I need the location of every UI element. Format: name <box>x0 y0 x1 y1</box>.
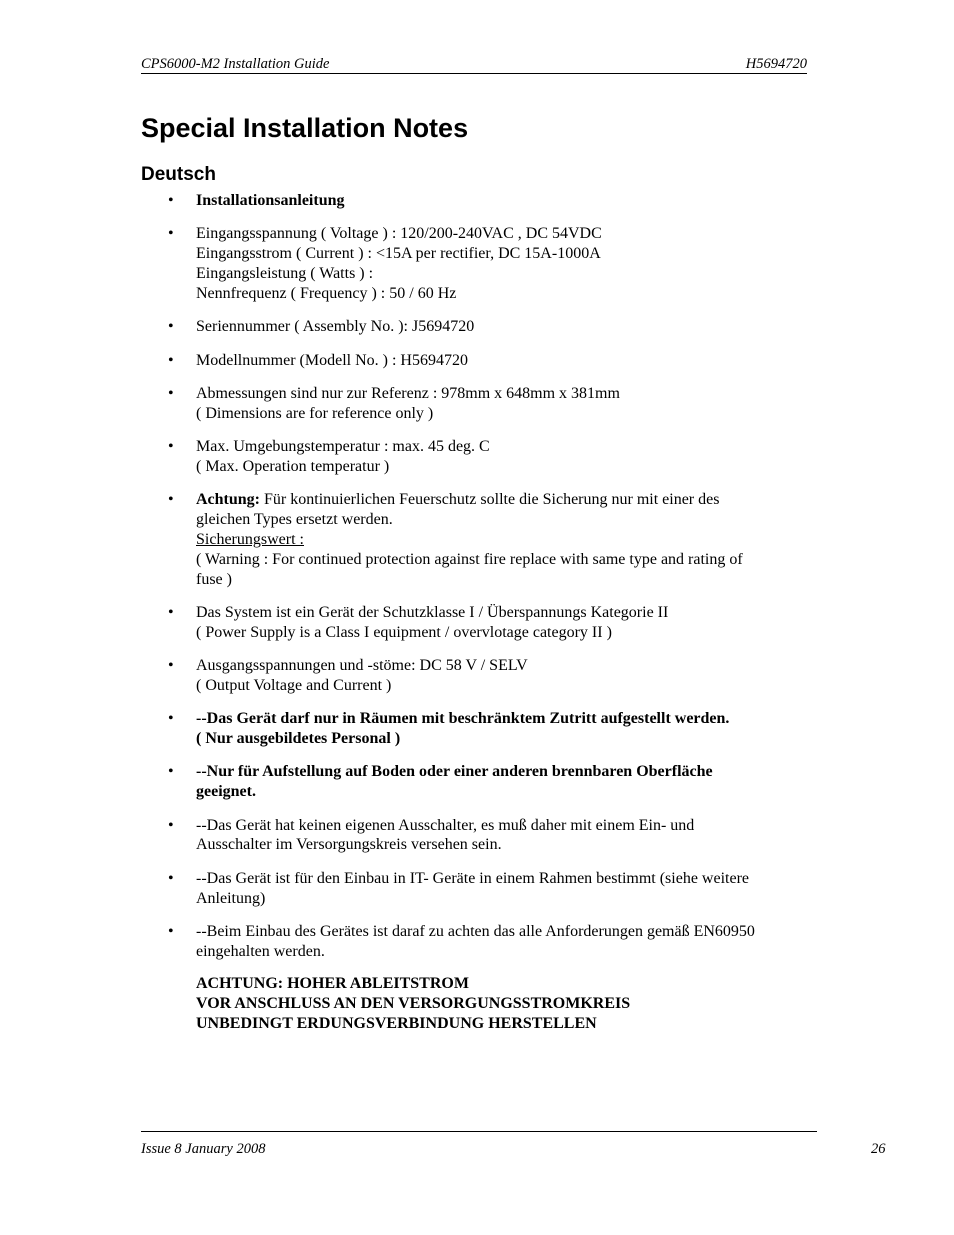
item-text: Anleitung) <box>196 889 266 907</box>
list-item <box>0 384 796 424</box>
notes-list <box>0 191 954 975</box>
list-item <box>0 317 796 337</box>
list-item <box>0 191 796 211</box>
bullet-icon: • <box>168 318 174 336</box>
header-document-title: CPS6000-M2 Installation Guide <box>141 56 330 72</box>
bullet-icon: • <box>168 869 174 887</box>
bullet-icon: • <box>168 351 174 369</box>
page-footer <box>141 1131 886 1158</box>
item-text: ( Max. Operation temperatur ) <box>196 457 390 475</box>
item-text <box>196 490 796 510</box>
item-text: Ausschalter im Versorgungskreis versehen sein. <box>196 836 502 854</box>
item-text: Eingangsspannung ( Voltage ) : 120/200-240VAC , DC 54VDC <box>196 225 602 243</box>
achtung-label: Achtung: <box>196 491 261 509</box>
warning-line: UNBEDINGT ERDUNGSVERBINDUNG HERSTELLEN <box>196 1015 597 1032</box>
item-text: --Beim Einbau des Gerätes ist daraf zu achten das alle Anforderungen gemäß EN60950 <box>196 923 755 941</box>
item-text: Max. Umgebungstemperatur : max. 45 deg. C <box>196 438 490 456</box>
bullet-icon: • <box>168 923 174 941</box>
section-heading: Deutsch <box>141 164 216 185</box>
item-text: Nennfrequenz ( Frequency ) : 50 / 60 Hz <box>196 284 457 302</box>
item-text: --Das Gerät darf nur in Räumen mit beschränktem Zutritt aufgestellt werden. <box>196 710 730 728</box>
bullet-icon: • <box>168 438 174 456</box>
list-item <box>0 709 796 749</box>
bullet-icon: • <box>168 192 174 209</box>
item-text: eingehalten werden. <box>196 942 325 960</box>
bullet-icon: • <box>168 816 174 834</box>
bullet-icon: • <box>168 763 174 781</box>
item-text: geeignet. <box>196 783 256 801</box>
item-text: --Das Gerät hat keinen eigenen Ausschalter, es muß daher mit einem Ein- und <box>196 816 695 834</box>
leakage-current-warning <box>196 974 630 1034</box>
item-text: Das System ist ein Gerät der Schutzklasse I / Überspannungs Kategorie II <box>196 603 669 621</box>
item-text: ( Output Voltage and Current ) <box>196 676 392 694</box>
list-item <box>0 816 796 856</box>
bullet-icon: • <box>168 603 174 621</box>
item-text: fuse ) <box>196 570 232 588</box>
header-document-number: H5694720 <box>745 56 807 72</box>
bullet-icon: • <box>168 710 174 728</box>
item-text: Abmessungen sind nur zur Referenz : 978mm x 648mm x 381mm <box>196 384 620 402</box>
item-text: Seriennummer ( Assembly No. ): J5694720 <box>196 318 475 336</box>
item-text-rest: Für kontinuierlichen Feuerschutz sollte die Sicherung nur mit einer des <box>260 491 720 509</box>
bullet-icon: • <box>168 657 174 675</box>
page-title: Special Installation Notes <box>141 113 469 143</box>
list-item <box>0 762 796 802</box>
bullet-icon: • <box>168 384 174 402</box>
list-item <box>0 603 796 643</box>
item-text: gleichen Types ersetzt werden. <box>196 511 393 529</box>
list-item <box>0 869 796 909</box>
bullet-icon: • <box>168 225 174 243</box>
item-text: ( Warning : For continued protection against fire replace with same type and rating of <box>196 550 743 568</box>
page-header <box>141 55 807 74</box>
item-text: Ausgangsspannungen und -stöme: DC 58 V / SELV <box>196 657 528 675</box>
item-text: --Das Gerät ist für den Einbau in IT- Geräte in einem Rahmen bestimmt (siehe weitere <box>196 869 749 887</box>
item-text: Modellnummer (Modell No. ) : H5694720 <box>196 351 468 369</box>
list-item <box>0 922 796 962</box>
warning-line: VOR ANSCHLUSS AN DEN VERSORGUNGSSTROMKREIS <box>196 995 631 1012</box>
item-text: ( Nur ausgebildetes Personal ) <box>196 730 401 748</box>
footer-issue: Issue 8 January 2008 <box>141 1141 266 1157</box>
item-text: ( Dimensions are for reference only ) <box>196 404 434 422</box>
item-text: ( Power Supply is a Class I equipment / overvlotage category II ) <box>196 623 612 641</box>
item-text: Eingangsstrom ( Current ) : <15A per rectifier, DC 15A-1000A <box>196 245 601 263</box>
list-item <box>0 437 796 477</box>
item-text: --Nur für Aufstellung auf Boden oder einer anderen brennbaren Oberfläche <box>196 763 713 781</box>
fuse-value-label: Sicherungswert : <box>196 530 304 548</box>
item-text: Eingangsleistung ( Watts ) : <box>196 264 374 282</box>
list-item-warning <box>0 490 796 589</box>
list-item <box>0 351 796 371</box>
item-text: Installationsanleitung <box>196 192 345 209</box>
list-item <box>0 656 796 696</box>
list-item <box>0 224 796 303</box>
page-number: 26 <box>871 1141 886 1157</box>
warning-line: ACHTUNG: HOHER ABLEITSTROM <box>196 975 469 992</box>
bullet-icon: • <box>168 491 174 509</box>
